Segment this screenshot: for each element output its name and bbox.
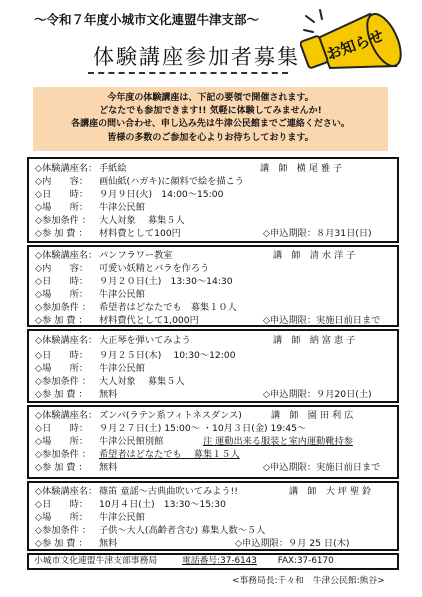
course-name: ズンバ(ラテン系フィトネスダンス): [99, 410, 242, 421]
course-cond-row: ◇参加条件 ： 希望者はどなたでも 募集１０人: [35, 302, 237, 313]
course-name-row: ◇体験講座名： 篠笛 童謡〜古典曲吹いてみよう!! 講 師 大 坪 聖 鈴: [35, 486, 372, 497]
course-content-row: ◇内 容： 画仙紙(ハガキ)に顔料で絵を描こう: [35, 176, 244, 187]
course-cond-row: ◇参加条件 ： 大人対象 募集５人: [35, 215, 185, 226]
title-underline: [88, 72, 288, 74]
course-name-row: ◇体験講座名： 手紙絵 講 師 横 尾 雅 子: [35, 163, 343, 174]
course-card-3: [27, 329, 399, 403]
course-place-row: ◇場 所： 牛津公民館: [35, 363, 145, 374]
course-place-row: ◇場 所： 牛津公民館: [35, 512, 145, 523]
instructor-name: 納 富 恵 子: [309, 335, 356, 346]
office-name: 小城市文化連盟牛津支部事務局: [34, 556, 158, 566]
course-place-row: ◇場 所： 牛津公民館: [35, 202, 145, 213]
badge-text: お知らせ: [324, 26, 387, 64]
office-footer: [27, 553, 399, 570]
course-name: 大正琴を弾いてみよう: [99, 335, 191, 346]
course-card-4: [27, 405, 399, 479]
course-name-row: ◇体験講座名： 大正琴を弾いてみよう 講 師 納 富 恵 子: [35, 335, 356, 346]
megaphone-badge-icon: [300, 8, 412, 80]
instructor-name: 園 田 利 広: [307, 410, 354, 421]
intro-box: [33, 87, 388, 151]
instructor-name: 大 坪 聖 鈴: [325, 486, 372, 497]
course-name-row: ◇体験講座名： ズンバ(ラテン系フィトネスダンス) 講 師 園 田 利 広: [35, 410, 354, 421]
instructor-name: 横 尾 雅 子: [296, 163, 343, 174]
course-fee-row: ◇参 加 費 ： 無料 ◇申込期限：実施日前日まで: [35, 462, 381, 473]
course-fee-row: ◇参 加 費 ： 無料 ◇申込期限：９月20日(土): [35, 389, 372, 400]
course-place-row: ◇場 所： 牛津公民館別館 注 運動出来る服装と室内運動靴持参: [35, 436, 353, 447]
course-fee-row: ◇参 加 費 ： 無料 ◇申込期限：９月 25 日(木): [35, 538, 350, 549]
course-card-2: [27, 245, 399, 327]
course-place-row: ◇場 所： 牛津公民館: [35, 289, 145, 300]
course-fee-row: ◇参 加 費 ： 材料費として100円 ◇申込期限：８月31日(日): [35, 228, 372, 239]
course-card-1: [27, 157, 399, 243]
course-card-5: [27, 481, 399, 551]
course-cond-row: ◇参加条件 ： 子供〜大人(高齢者含む) 募集人数〜５人: [35, 525, 266, 536]
course-name-row: ◇体験講座名： パンフラワー教室 講 師 清 水 洋 子: [35, 250, 356, 261]
course-date-row: ◇日 時： 10月４日(土) 13:30〜15:30: [35, 499, 226, 510]
intro-line: 各講座の問い合わせ、申し込み先は牛津公民館までご連絡ください。: [71, 119, 350, 130]
intro-line: 皆様の多数のご参加を心よりお待ちしております。: [107, 132, 314, 143]
org-line: 〜令和７年度小城市文化連盟牛津支部〜: [34, 12, 260, 27]
course-date-row: ◇日 時： ９月２５日(木) 10:30〜12:00: [35, 350, 236, 361]
course-name: パンフラワー教室: [99, 250, 173, 261]
phone-number: 電話番号:37-6143: [181, 556, 257, 566]
course-content-row: ◇内 容： 可愛い妖精とバラを作ろう: [35, 263, 210, 274]
page-title: 体験講座参加者募集: [93, 45, 300, 69]
course-fee-row: ◇参 加 費 ： 材料費代として1,000円 ◇申込期限：実施日前日まで: [35, 315, 381, 326]
course-cond-row: ◇参加条件 ： 希望者はどなたでも 募集１５人: [35, 449, 240, 460]
course-name: 篠笛 童謡〜古典曲吹いてみよう!!: [99, 486, 238, 497]
intro-line: 今年度の体験講座は、下記の要領で開催されます。: [107, 93, 314, 103]
course-date-row: ◇日 時： ９月２７日(土) 15:00〜 ・10月３日(金) 19:45〜: [35, 423, 307, 434]
place-note: 注 運動出来る服装と室内運動靴持参: [203, 436, 353, 447]
instructor-name: 清 水 洋 子: [309, 250, 356, 261]
course-name: 手紙絵: [99, 163, 127, 174]
course-cond-row: ◇参加条件 ： 大人対象 募集５人: [35, 376, 185, 387]
fax-number: FAX:37-6170: [277, 556, 334, 566]
course-date-row: ◇日 時： ９月９日(火) 14:00〜15:00: [35, 189, 224, 200]
course-date-row: ◇日 時： ９月２０日(土) 13:30〜14:30: [35, 276, 233, 287]
contact-persons: <事務局長:千々和 牛津公民館:熊谷>: [232, 576, 385, 586]
intro-line: どなたでも参加できます!! 気軽に体験してみませんか!: [99, 106, 322, 117]
